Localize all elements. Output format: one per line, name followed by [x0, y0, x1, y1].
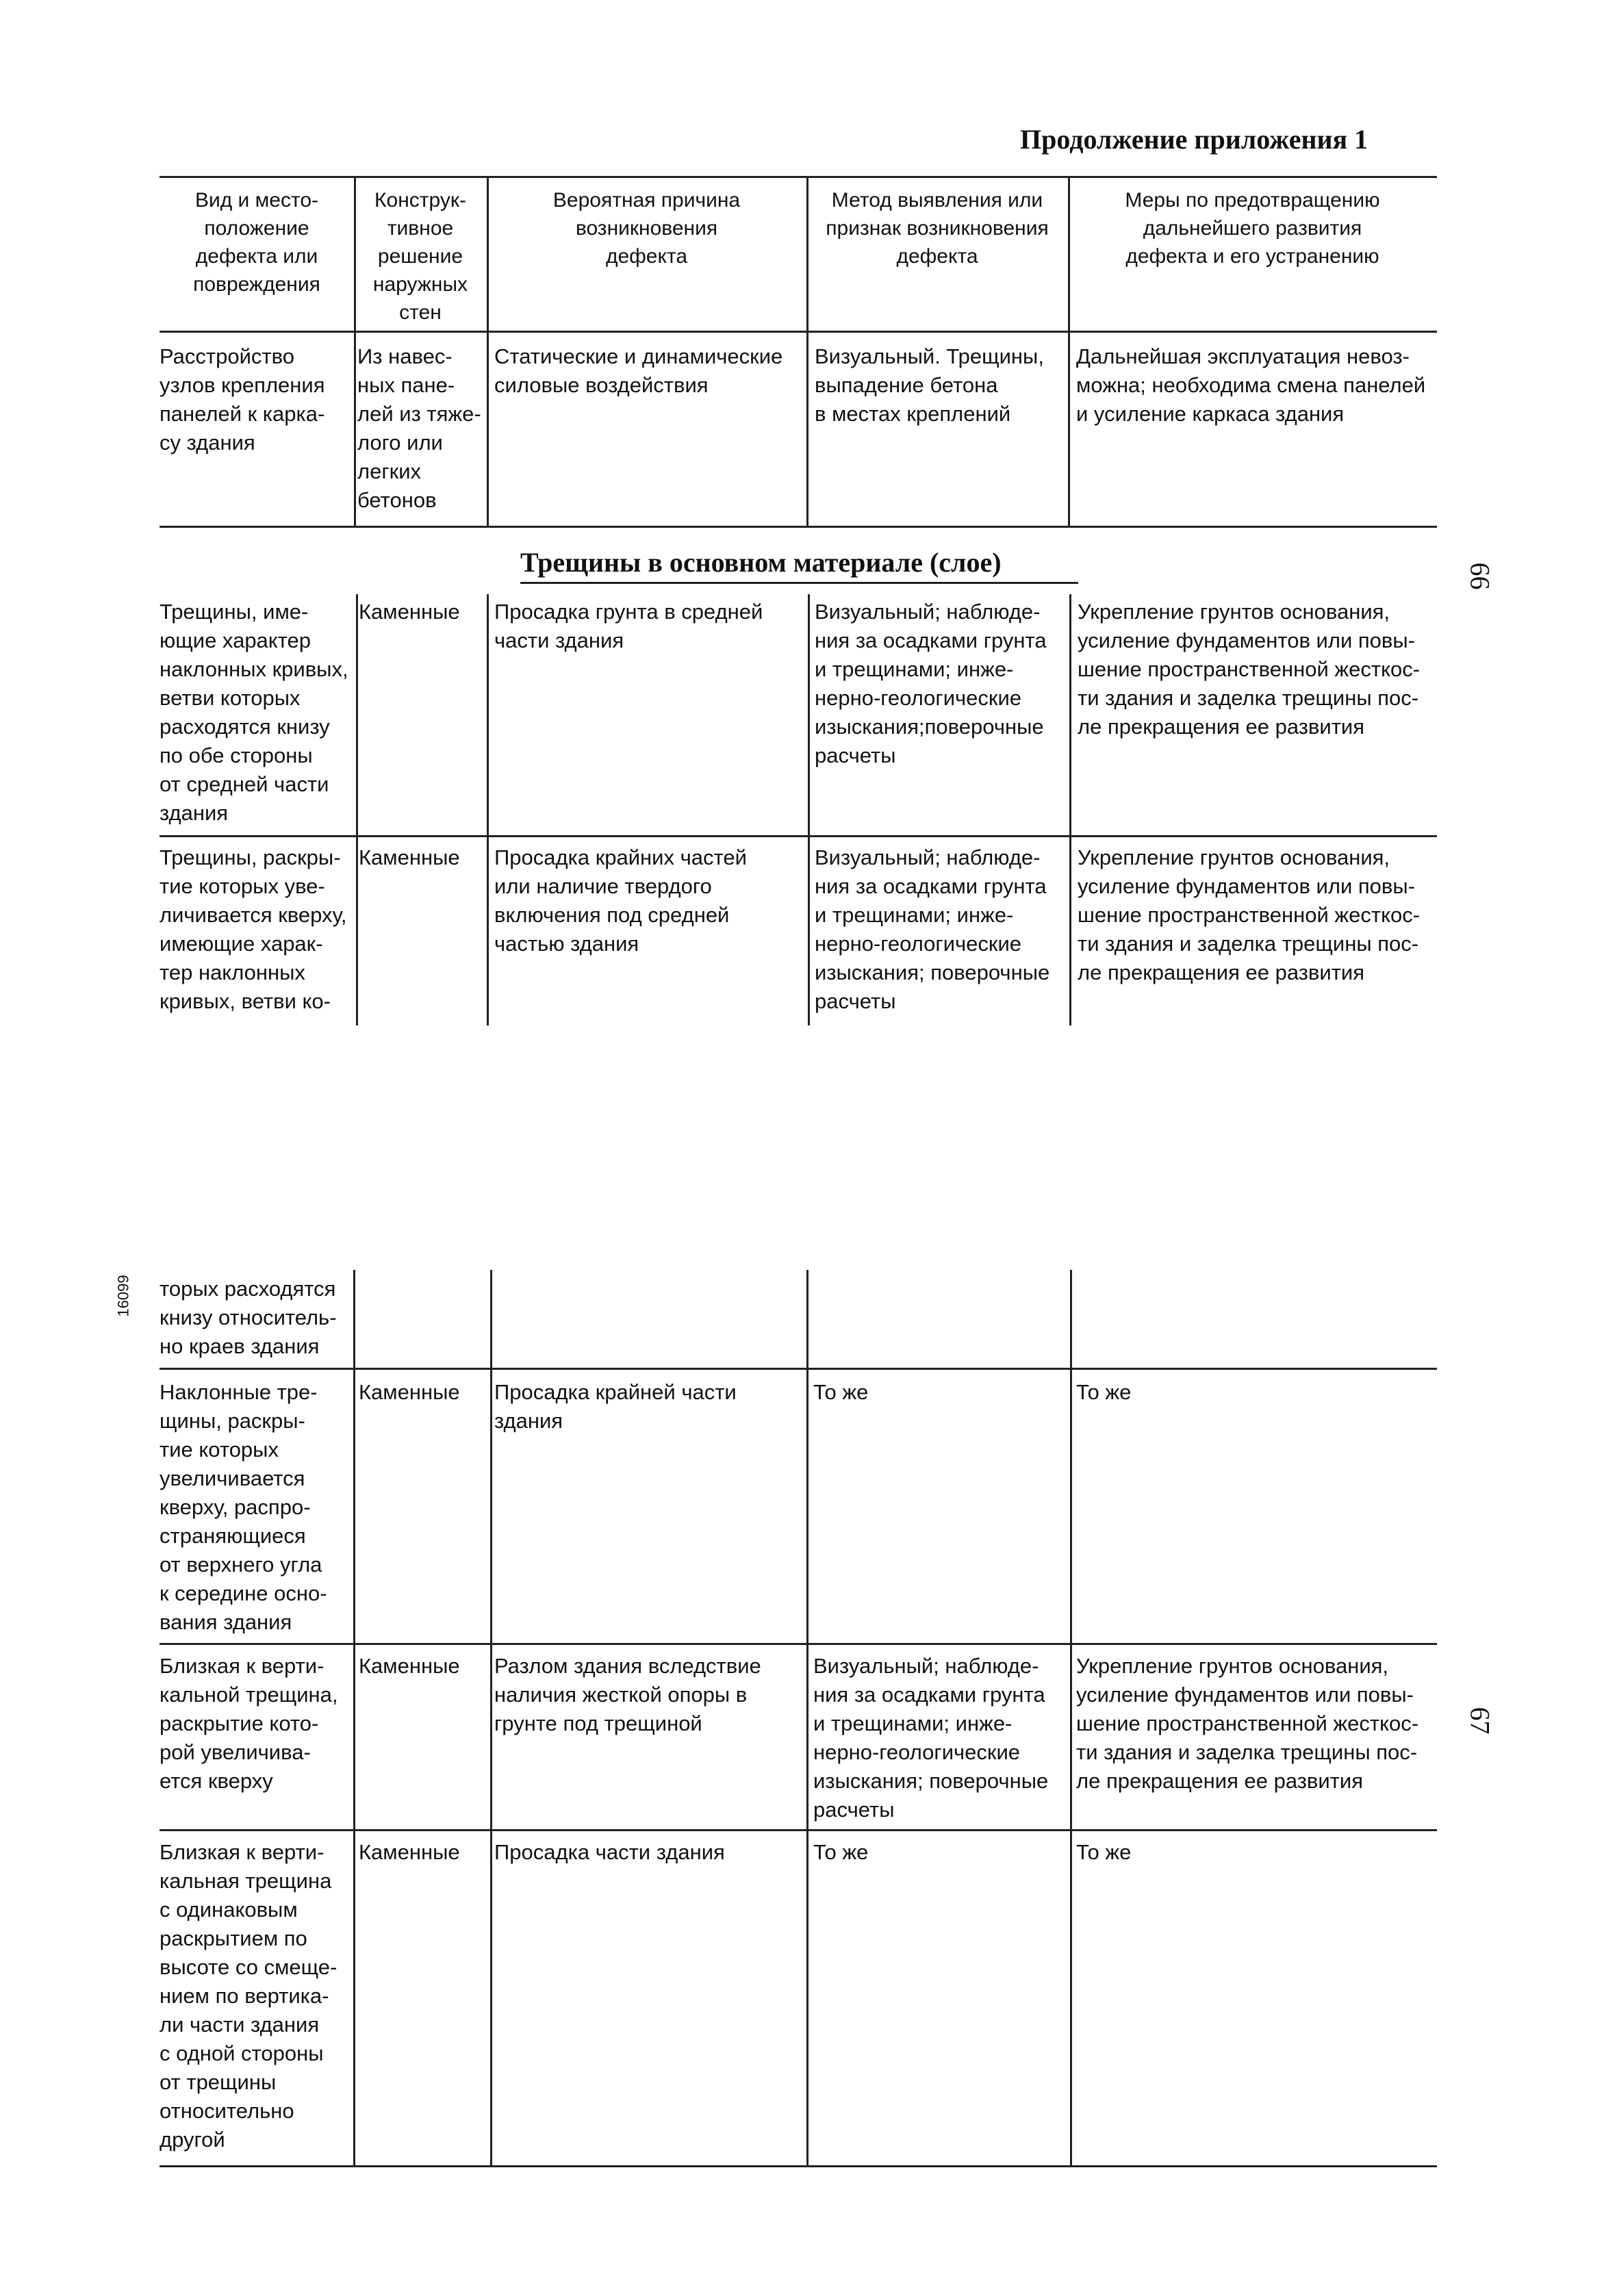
- table-cell-construction: Из навес- ных пане- лей из тяже- лого или легких бетонов: [357, 344, 481, 512]
- table-cell-measures: Укрепление грунтов основания, усиление фундаментов или повы- шение пространственной жесткос- ти здания и заделка трещины пос- ле прекращения ее развития: [1076, 1654, 1419, 1793]
- table-cell-cause: Просадка крайних частей или наличие твердого включения под средней частью здания: [494, 845, 747, 956]
- col-divider: [356, 594, 358, 1025]
- page-header: Продолжение приложения 1: [1020, 124, 1368, 155]
- table-cell-type: Расстройство узлов крепления панелей к карка- су здания: [160, 344, 325, 455]
- col-divider: [1069, 594, 1071, 1025]
- table-cell-method: То же: [813, 1380, 869, 1404]
- table-cell-measures: То же: [1076, 1380, 1132, 1404]
- col-divider: [806, 1270, 808, 2167]
- table-cell-construction: Каменные: [359, 1840, 460, 1864]
- row2-bottom-border: [160, 835, 1437, 837]
- row-border: [160, 1643, 1437, 1645]
- table-cell-cause: Просадка части здания: [494, 1840, 725, 1864]
- table-cell-construction: Каменные: [359, 845, 460, 869]
- row-border: [160, 1829, 1437, 1831]
- table-cell-construction: Каменные: [359, 1380, 460, 1404]
- col-divider: [353, 1270, 355, 2167]
- table-cell-type: Наклонные тре- щины, раскры- тие которых увеличивается кверху, распро- страняющиеся от верхнего угла к середине осно- вания здания: [160, 1380, 327, 1634]
- page-number: 67: [1464, 1707, 1496, 1735]
- column-header-type: Вид и место- положение дефекта или повреждения: [193, 189, 320, 296]
- table-cell-method: Визуальный; наблюде- ния за осадками грунта и трещинами; инже- нерно-геологические изыскания; поверочные расчеты: [815, 845, 1050, 1013]
- table-cell-measures: Дальнейшая эксплуатация невоз- можна; необходима смена панелей и усиление каркаса здания: [1076, 344, 1426, 426]
- table-cell-measures: Укрепление грунтов основания, усиление фундаментов или повы- шение пространственной жесткос- ти здания и заделка трещины пос- ле прекращения ее развития: [1078, 600, 1421, 739]
- table-cell-type: Близкая к верти- кальной трещина, раскрытие кото- рой увеличива- ется кверху: [160, 1654, 338, 1793]
- table-bottom-border: [160, 2165, 1437, 2167]
- row1-bottom-border: [160, 526, 1437, 528]
- col-divider: [487, 594, 489, 1025]
- table-cell-cause: Просадка грунта в средней части здания: [494, 600, 763, 652]
- side-code: 16099: [114, 1275, 132, 1317]
- col-divider: [808, 594, 810, 1025]
- table-cell-method: То же: [813, 1840, 869, 1864]
- table-cell-type: Трещины, раскры- тие которых уве- личивается кверху, имеющие харак- тер наклонных кривых, ветви ко-: [160, 845, 347, 1013]
- column-header-cause: Вероятная причина возникновения дефекта: [552, 189, 741, 268]
- page-number: 66: [1464, 562, 1496, 590]
- table-cell-construction: Каменные: [359, 1654, 460, 1678]
- table-cell-method: Визуальный; наблюде- ния за осадками грунта и трещинами; инже- нерно-геологические изыскания; поверочные расчеты: [813, 1654, 1049, 1822]
- table-cell-type: Близкая к верти- кальная трещина с одинаковым раскрытием по высоте со смеще- нием по вертика- ли части здания с одной стороны от трещины относительно другой: [160, 1840, 338, 2152]
- table-cell-cause: Статические и динамические силовые воздействия: [494, 344, 783, 397]
- table-cell-cause: Просадка крайней части здания: [494, 1380, 737, 1433]
- table-cell-method: Визуальный; наблюде- ния за осадками грунта и трещинами; инже- нерно-геологические изыскания;поверочные расчеты: [815, 600, 1047, 767]
- col-divider: [1070, 1270, 1072, 2167]
- col-divider: [490, 1270, 492, 2167]
- table-cell-measures: То же: [1076, 1840, 1132, 1864]
- column-header-measures: Меры по предотвращению дальнейшего развития дефекта и его устранению: [1125, 189, 1380, 268]
- table-cell-method: Визуальный. Трещины, выпадение бетона в местах креплений: [815, 344, 1044, 426]
- table-cell-type: торых расходятся книзу относитель- но краев здания: [160, 1277, 337, 1358]
- header-row-border: [160, 331, 1437, 333]
- section-title: Трещины в основном материале (слое): [520, 547, 1002, 578]
- column-header-method: Метод выявления или признак возникновения дефекта: [826, 189, 1049, 268]
- row-border: [160, 1368, 1437, 1370]
- column-header-construction: Конструк- тивное решение наружных стен: [372, 189, 468, 324]
- table-cell-measures: Укрепление грунтов основания, усиление фундаментов или повы- шение пространственной жесткос- ти здания и заделка трещины пос- ле прекращения ее развития: [1078, 845, 1421, 984]
- table-cell-cause: Разлом здания вследствие наличия жесткой опоры в грунте под трещиной: [494, 1654, 761, 1735]
- section-title-underline: [520, 582, 1078, 584]
- table-cell-construction: Каменные: [359, 600, 460, 624]
- table-top-border: [160, 176, 1437, 178]
- table-cell-type: Трещины, име- ющие характер наклонных кривых, ветви которых расходятся книзу по обе стороны от средней части здания: [160, 600, 348, 825]
